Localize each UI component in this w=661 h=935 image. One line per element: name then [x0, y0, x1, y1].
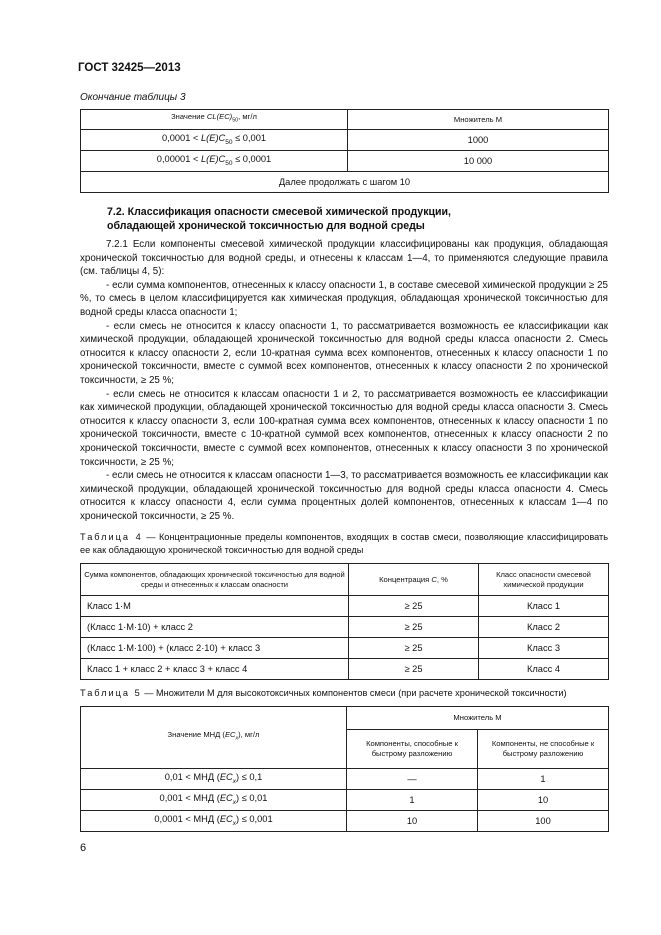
table5-fast-cell: 1 [347, 790, 478, 811]
table5-value-cell: 0,01 < МНД $(EC_x) \le 0,1$ [81, 769, 347, 790]
paragraph: - если смесь не относится к классу опасности 1, то рассматривается возможность ее классификации как химической продукции, обладающей хронической токсичностью для водной среды класса опасности 2. Смесь относится к классу опасности 2, если 10-кратная сумма всех компонентов, отнесенных к классу опасности 1 по хронической токсичности, вместе с суммой всех компонентов, отнесенных к классу опасности 2 по хронической токсичности, ≥ 25 %; [80, 320, 608, 386]
table4-caption-text: — Концентрационные пределы компонентов, входящих в состав смеси, позволяющие классифицировать ее как обладающую хронической токсичностью для водной среды [80, 532, 609, 555]
table4-class-cell: Класс 4 [479, 659, 609, 680]
table4-header-conc: Концентрация С, % [349, 564, 479, 596]
section-title-line2: обладающей хронической токсичностью для водной среды [107, 220, 425, 232]
table5-value-cell: 0,001 < МНД $(EC_x) \le 0,01$ [81, 790, 347, 811]
table5-header-notfast: Компоненты, не способные к быстрому разложению [478, 730, 609, 769]
document-header: ГОСТ 32425—2013 [78, 62, 181, 74]
paragraph: 7.2.1 Если компоненты смесевой химической продукции классифицированы как продукция, обладающая хронической токсичностью для водной среды, и отнесены к классам 1—4, то применяются следующие правила (см. таблицы 4, 5): [80, 239, 608, 278]
table4-caption [80, 531, 608, 557]
paragraph: - если сумма компонентов, отнесенных к классу опасности 1, в составе смесевой химической продукции ≥ 25 %, то смесь в целом классифицируется как химическая продукция, обладающая хронической токсичностью для водной среды класса опасности 1; [80, 279, 608, 318]
table5-fast-cell: — [347, 769, 478, 790]
table4-label: Таблица 4 [80, 532, 143, 542]
table5 [80, 706, 609, 832]
table-row [81, 811, 609, 832]
table3-header-value: Значение $CL(EC)_{50}$, мг/л [81, 110, 348, 130]
table4-conc-cell: ≥ 25 [349, 596, 479, 617]
table4-sum-cell: Класс 1·М [81, 596, 349, 617]
table3-footer-row [81, 172, 609, 193]
paragraph: - если смесь не относится к классам опасности 1—3, то рассматривается возможность ее классификации как химической продукции, обладающей хронической токсичностью для водной среды класса опасности 4. Смесь относится к классу опасности 4, если сумма процентных долей компонентов, отнесенных к классам 1—4 по хронической токсичности, ≥ 25 %. [80, 470, 608, 522]
table5-label: Таблица 5 [80, 688, 142, 698]
table5-fast-cell: 10 [347, 811, 478, 832]
table-row [81, 638, 609, 659]
table5-notfast-cell: 10 [478, 790, 609, 811]
table4-header-row [81, 564, 609, 596]
table4-conc-cell: ≥ 25 [349, 617, 479, 638]
table3-value-cell: $0,0001 < L(E)C_{50} \le 0,001$ [81, 130, 348, 151]
table4 [80, 563, 609, 680]
table-row [81, 596, 609, 617]
table4-conc-cell: ≥ 25 [349, 638, 479, 659]
section-title [107, 205, 547, 233]
table5-value-cell: 0,0001 < МНД $(EC_x) \le 0,001$ [81, 811, 347, 832]
body-text [80, 238, 608, 523]
table5-caption [80, 688, 620, 698]
table5-header-value: Значение МНД $(EC_x)$, мг/л [81, 707, 347, 769]
table4-sum-cell: Класс 1 + класс 2 + класс 3 + класс 4 [81, 659, 349, 680]
paragraph: - если смесь не относится к классам опасности 1 и 2, то рассматривается возможность ее классификации как химической продукции, обладающей хронической токсичностью для водной среды класса опасности 3. Смесь относится к классу опасности 3, если 100-кратная сумма всех компонентов, отнесенных к классу опасности 1 по хронической токсичности, вместе с 10-кратной суммой всех компонентов, отнесенных к классу опасности 2 по хронической токсичности, вместе с суммой всех компонентов, отнесенных к классу опасности 3 по хронической токсичности, ≥ 25 %; [80, 388, 608, 468]
table3-header-row [81, 110, 609, 130]
table5-notfast-cell: 1 [478, 769, 609, 790]
table5-header-fast: Компоненты, способные к быстрому разложению [347, 730, 478, 769]
table5-caption-text: — Множители М для высокотоксичных компонентов смеси (при расчете хронической токсичности) [141, 688, 567, 698]
table3-mult-cell: 10 000 [348, 151, 609, 172]
table4-header-class: Класс опасности смесевой химической продукции [479, 564, 609, 596]
table3-header-multiplier: Множитель М [348, 110, 609, 130]
table4-header-sum: Сумма компонентов, обладающих хронической токсичностью для водной среды и отнесенных к классам опасности [81, 564, 349, 596]
table3-value-cell: $0,00001 < L(E)C_{50} \le 0,0001$ [81, 151, 348, 172]
page-number: 6 [80, 842, 87, 854]
table-row [81, 769, 609, 790]
table4-sum-cell: (Класс 1·М·100) + (класс 2·10) + класс 3 [81, 638, 349, 659]
section-title-line1: 7.2. Классификация опасности смесевой химической продукции, [107, 206, 451, 218]
table3-mult-cell: 1000 [348, 130, 609, 151]
table4-sum-cell: (Класс 1·М·10) + класс 2 [81, 617, 349, 638]
table3-caption: Окончание таблицы 3 [80, 92, 186, 103]
table5-header-row [81, 707, 609, 730]
table5-notfast-cell: 100 [478, 811, 609, 832]
table5-header-multiplier: Множитель М [347, 707, 609, 730]
table-row [81, 130, 609, 151]
table3-footer: Далее продолжать с шагом 10 [81, 172, 609, 193]
table-row [81, 790, 609, 811]
table3 [80, 109, 609, 193]
table4-class-cell: Класс 3 [479, 638, 609, 659]
table-row [81, 659, 609, 680]
table-row [81, 617, 609, 638]
table4-class-cell: Класс 2 [479, 617, 609, 638]
table4-class-cell: Класс 1 [479, 596, 609, 617]
table4-conc-cell: ≥ 25 [349, 659, 479, 680]
table-row [81, 151, 609, 172]
